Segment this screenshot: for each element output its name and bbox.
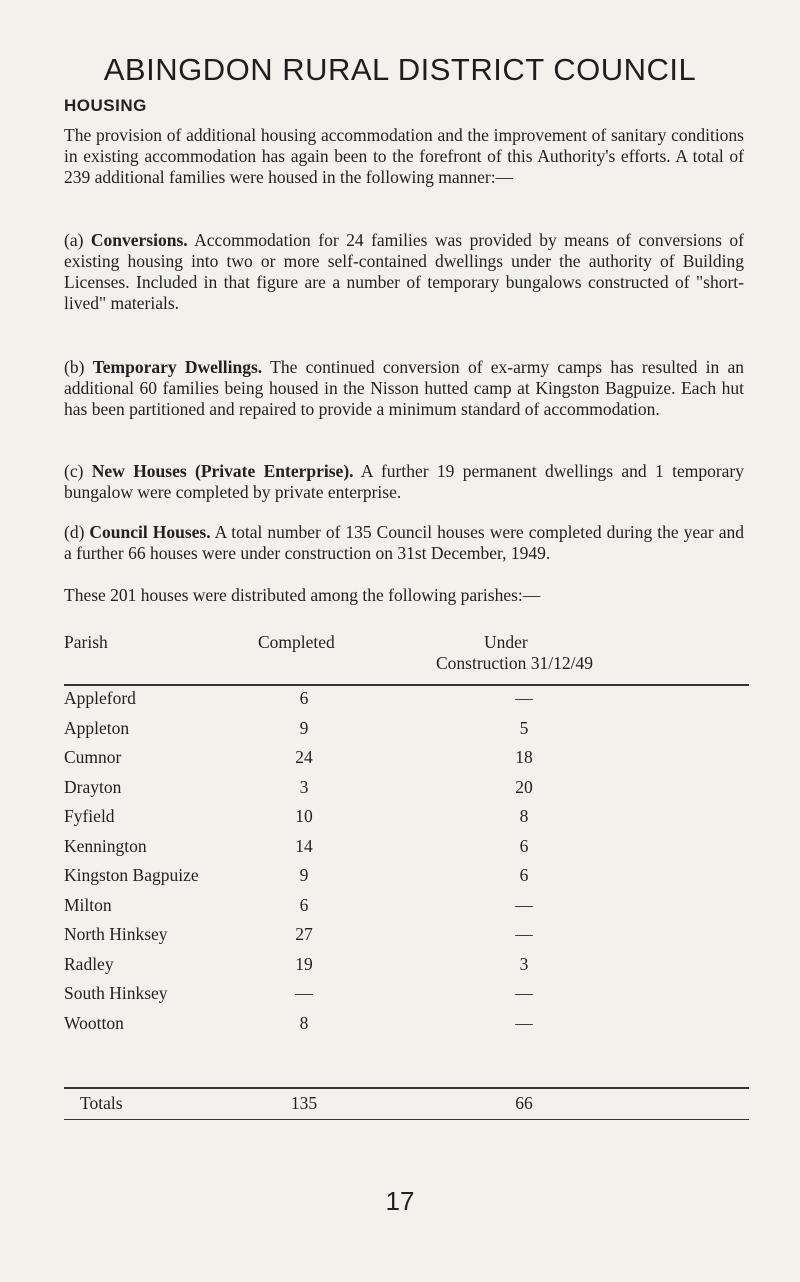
cell-parish: Cumnor <box>64 747 122 767</box>
section-heading: HOUSING <box>64 96 147 115</box>
header-parish: Parish <box>64 632 108 652</box>
cell-completed: 24 <box>295 747 313 767</box>
intro-paragraph: The provision of additional housing accommodation and the improvement of sanitary conditions in existing accommodation has again been to the forefront of this Authority's efforts. A total of 239 additional families were housed in the following manner:— <box>64 125 744 187</box>
item-text: Accommodation for 24 families was provided by means of conversions of existing housing into two or more self-contained dwellings under the authority of Building Licenses. Included in that figure are a number of temporary bungalows constructed of "short-lived" materials. <box>64 230 745 313</box>
distribution-paragraph: These 201 houses were distributed among the following parishes:— <box>64 585 541 605</box>
item-heading: Temporary Dwellings. <box>92 357 263 377</box>
cell-under: 8 <box>519 806 529 826</box>
table-row <box>64 806 749 836</box>
cell-completed: 27 <box>295 924 313 944</box>
cell-completed: 9 <box>299 865 309 885</box>
totals-bottom-rule <box>64 1119 749 1120</box>
cell-under: — <box>515 924 533 944</box>
cell-under: — <box>515 894 533 915</box>
totals-label: Totals <box>80 1093 123 1113</box>
table-row <box>64 895 749 925</box>
table-row <box>64 954 749 984</box>
table-row <box>64 1013 749 1043</box>
table-body <box>64 688 749 1042</box>
item-label: (a) <box>64 230 84 250</box>
item-label: (d) <box>64 522 85 542</box>
cell-completed: 3 <box>299 776 309 797</box>
totals-completed: 135 <box>290 1093 318 1113</box>
item-label: (c) <box>64 461 84 481</box>
cell-under: 20 <box>515 776 533 797</box>
cell-completed: 6 <box>299 894 309 915</box>
cell-under: 3 <box>519 953 529 974</box>
cell-under: — <box>515 983 533 1003</box>
cell-parish: Fyfield <box>64 806 115 826</box>
table-row <box>64 836 749 866</box>
header-completed: Completed <box>258 632 335 652</box>
item-council-houses <box>64 522 744 564</box>
cell-completed: 8 <box>299 1012 309 1033</box>
header-under-line1: Under <box>484 632 528 652</box>
table-row <box>64 747 749 777</box>
table-row <box>64 718 749 748</box>
cell-parish: Appleford <box>64 688 136 708</box>
cell-parish: Drayton <box>64 776 122 797</box>
cell-completed: 9 <box>299 717 309 738</box>
item-new-houses <box>64 461 744 503</box>
cell-parish: Kennington <box>64 835 147 856</box>
cell-completed: 10 <box>295 806 313 826</box>
cell-parish: Wootton <box>64 1012 124 1033</box>
item-heading: Conversions. <box>90 230 188 250</box>
item-heading: Council Houses. <box>89 522 211 542</box>
totals-under: 66 <box>515 1093 533 1113</box>
cell-parish: Milton <box>64 894 112 915</box>
cell-under: — <box>515 1012 533 1033</box>
page-number: 17 <box>385 1186 415 1216</box>
document-title: ABINGDON RURAL DISTRICT COUNCIL <box>103 52 697 87</box>
header-under-line2: Construction 31/12/49 <box>436 653 594 673</box>
cell-under: 6 <box>519 865 529 885</box>
item-text: The continued conversion of ex-army camps has resulted in an additional 60 families being housed in the Nisson hutted camp at Kingston Bagpuize. Each hut has been partitioned and repaired to provide a minimum standard of accommodation. <box>64 357 744 419</box>
cell-parish: North Hinksey <box>64 924 168 944</box>
cell-parish: South Hinksey <box>64 983 168 1003</box>
cell-completed: — <box>295 983 313 1003</box>
header-under-construction <box>436 632 676 674</box>
item-label: (b) <box>64 357 85 377</box>
cell-parish: Radley <box>64 953 114 974</box>
cell-completed: 14 <box>295 835 313 856</box>
item-conversions <box>64 230 744 314</box>
table-top-rule <box>64 684 749 686</box>
cell-parish: Kingston Bagpuize <box>64 865 199 885</box>
cell-under: 6 <box>519 835 529 856</box>
item-temporary-dwellings <box>64 357 744 420</box>
cell-under: 18 <box>515 747 533 767</box>
table-row <box>64 688 749 718</box>
item-text: A total number of 135 Council houses were completed during the year and a further 66 houses were under construction on 31st December, 1949. <box>64 522 745 563</box>
table-row <box>64 924 749 954</box>
totals-row <box>64 1093 749 1115</box>
item-heading: New Houses (Private Enterprise). <box>91 461 354 481</box>
item-text: A further 19 permanent dwellings and 1 temporary bungalow were completed by private enterprise. <box>64 461 744 502</box>
cell-completed: 6 <box>299 688 309 708</box>
table-row <box>64 865 749 895</box>
cell-completed: 19 <box>295 953 313 974</box>
table-row <box>64 983 749 1013</box>
totals-top-rule <box>64 1087 749 1089</box>
cell-under: — <box>515 688 533 708</box>
table-row <box>64 777 749 807</box>
cell-under: 5 <box>519 717 529 738</box>
cell-parish: Appleton <box>64 717 130 738</box>
